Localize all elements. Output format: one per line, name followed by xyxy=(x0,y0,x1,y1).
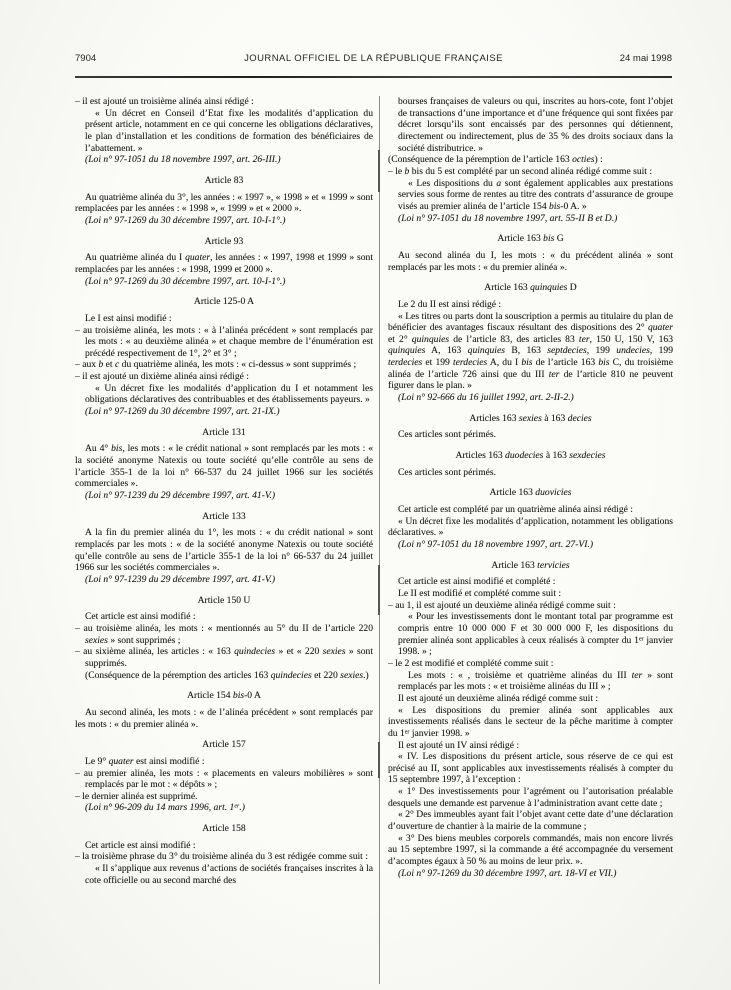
change-bar xyxy=(378,742,380,778)
amendment-item: – aux b et c du quatrième alinéa, les mots : « ci-dessus » sont supprimés ; xyxy=(75,359,357,371)
article-heading: Article 150 U xyxy=(197,594,251,606)
paragraph: Au quatrième alinéa du 3°, les années : « 1997 », « 1998 » et « 1999 » sont remplacées par les années : « 1998 », « 1999 » et « 2000 ». xyxy=(75,191,373,215)
paragraph: Au second alinéa du I, les mots : « du précédent alinéa » sont remplacés par les mots : « du premier alinéa ». xyxy=(388,249,673,273)
paragraph-continuation: bourses françaises de valeurs ou qui, inscrites au hors-cote, font l’objet de transactions d’une importance et d’une fréquence qui sont fixées par décret lorsqu’ils sont encaissés par des personnes qui détiennent, directement ou indirectement, plus de 35 % des droits sociaux dans la société distributrice. » xyxy=(398,96,673,154)
quoted-provision: « Un décret en Conseil d’Etat fixe les modalités d’application du présent article, notamment en ce qui concerne les obligations déclaratives, le plan d’installation et les conditions de formation des bénéficiaires de l’abattement. » xyxy=(85,107,373,154)
paragraph: Au 4° bis, les mots : « le crédit national » sont remplacés par les mots : « la société anonyme Natexis ou toute société qu’elle contrôle au sens de l’article 355-1 de la loi n° 66-537 du 24 juillet 1966 sur les sociétés commerciales ». xyxy=(75,443,373,490)
law-reference: (Loi n° 97-1269 du 30 décembre 1997, art. 21-IX.) xyxy=(85,406,280,418)
paragraph: Le II est modifié et complété comme suit : xyxy=(398,587,562,599)
law-reference: (Loi n° 97-1051 du 18 novembre 1997, art. 26-III.) xyxy=(85,154,281,166)
amendment-item: – la troisième phrase du 3° du troisième alinéa du 3 est rédigée comme suit : xyxy=(75,851,368,863)
paragraph: Le 9° quater est ainsi modifié : xyxy=(85,755,205,767)
paragraph: « 1° Des investissements pour l’agrément ou l’autorisation préalable desquels une demande est parvenue à l’administration avant cette date ; xyxy=(388,786,673,809)
article-heading: Article 163 duovicies xyxy=(489,487,572,499)
quoted-provision: Les mots : « , troisième et quatrième alinéas du III ter » sont remplacés par les mots : « et troisième alinéas du III » ; xyxy=(398,669,673,693)
quoted-provision: « Un décret fixe les modalités d’application du I et notamment les obligations déclaratives des contribuables et des établissements payeurs. » xyxy=(85,382,373,406)
law-reference: (Loi n° 92-666 du 16 juillet 1992, art. 2-II-2.) xyxy=(398,392,574,404)
page-header xyxy=(75,53,672,66)
amendment-item: – il est ajouté un dixième alinéa ainsi rédigé : xyxy=(75,371,249,383)
page-number: 7904 xyxy=(75,53,97,64)
paragraph: Le 2 du II est ainsi rédigé : xyxy=(398,298,502,310)
paragraph: Ces articles sont périmés. xyxy=(398,429,497,441)
paragraph: Ces articles sont périmés. xyxy=(398,466,497,478)
article-heading: Article 131 xyxy=(202,426,246,438)
paragraph: Le I est ainsi modifié : xyxy=(85,312,172,324)
left-column xyxy=(75,96,373,988)
paragraph: « Un décret fixe les modalités d’application, notamment les obligations déclaratives. » xyxy=(388,515,673,539)
paragraph: « Les titres ou parts dont la souscription a permis au titulaire du plan de bénéficier des avantages fiscaux résultant des dispositions des 2° quater et 2° quinquies de l’article 83, des articles 83 ter, 150 U, 150 V, 163 quinquies A, 163 quinquies B, 163 septdecies, 199 undecies, 199 terdecies et 199 terdecies A, du I bis de l’article 163 bis C, du troisième alinéa de l’article 726 ainsi que du III ter de l’article 810 ne peuvent figurer dans le plan. » xyxy=(388,310,673,392)
article-heading: Article 158 xyxy=(202,823,246,835)
right-column xyxy=(388,96,673,988)
law-reference: (Loi n° 97-1239 du 29 décembre 1997, art. 41-V.) xyxy=(85,573,276,585)
paragraph: Cet article est ainsi modifié : xyxy=(85,839,196,851)
amendment-item: – au troisième alinéa, les mots : « mentionnés au 5° du II de l’article 220 sexies » sont supprimés ; xyxy=(75,622,373,646)
amendment-item: – le dernier alinéa est supprimé. xyxy=(75,790,198,802)
article-heading: Article 163 quinquies D xyxy=(484,282,577,294)
paragraph: Au second alinéa, les mots : « de l’alinéa précédent » sont remplacés par les mots : « du premier alinéa ». xyxy=(75,706,373,730)
amendment-item: – il est ajouté un troisième alinéa ainsi rédigé : xyxy=(75,96,254,107)
paragraph: Il est ajouté un IV ainsi rédigé : xyxy=(398,739,520,751)
amendment-item: – au premier alinéa, les mots : « placements en valeurs mobilières » sont remplacés par le mot : « dépôts » ; xyxy=(75,767,373,791)
paragraph: (Conséquence de la péremption des articles 163 quindecies et 220 sexies.) xyxy=(85,669,369,681)
paragraph: « 2° Des immeubles ayant fait l’objet avant cette date d’une déclaration d’ouverture de chantier à la mairie de la commune ; xyxy=(388,809,673,833)
paragraph: Il est ajouté un deuxième alinéa rédigé comme suit : xyxy=(398,692,599,704)
paragraph: « 3° Des biens meubles corporels commandés, mais non encore livrés au 15 septembre 1997, si la commande a été accompagnée du versement d’acomptes égaux à 50 % au moins de leur prix. ». xyxy=(388,832,673,868)
article-heading: Articles 163 duodecies à 163 sexdecies xyxy=(455,450,606,462)
article-heading: Article 133 xyxy=(202,510,246,522)
journal-title: JOURNAL OFFICIEL DE LA RÉPUBLIQUE FRANÇAISE xyxy=(244,53,503,64)
law-reference: (Loi n° 97-1051 du 18 novembre 1997, art. 55-II B et D.) xyxy=(398,212,618,224)
change-bar xyxy=(378,150,380,192)
amendment-item: – au sixième alinéa, les articles : « 163 quindecies » et « 220 sexies » sont supprimés. xyxy=(75,646,373,669)
article-heading: Article 125-0 A xyxy=(193,296,255,308)
article-heading: Article 83 xyxy=(204,174,244,186)
article-heading: Article 163 bis G xyxy=(497,233,564,245)
paragraph: (Conséquence de la péremption de l’article 163 octies) : xyxy=(388,154,603,166)
quoted-provision: « Pour les investissements dont le montant total par programme est compris entre 10 000 000 F et 30 000 000 F, les dispositions du premier alinéa sont applicables à ceux réalisés à compter du 1er janvier 1998. » ; xyxy=(398,611,673,658)
law-reference: (Loi n° 97-1269 du 30 décembre 1997, art. 10-I-1°.) xyxy=(85,214,286,226)
paragraph: Cet article est ainsi modifié et complété : xyxy=(398,576,556,588)
quoted-provision: « Les dispositions du a sont également applicables aux prestations servies sous forme de rentes au titre des contrats d’assurance de groupe visés au premier alinéa de l’article 154 bis-0 A. » xyxy=(398,177,673,212)
paragraph: Cet article est ainsi modifié : xyxy=(85,611,196,623)
article-heading: Article 154 bis-0 A xyxy=(187,690,261,702)
amendment-item: – au 1, il est ajouté un deuxième alinéa rédigé comme suit : xyxy=(388,599,616,611)
amendment-item: – le 2 est modifié et complété comme suit : xyxy=(388,657,554,669)
paragraph: « Les dispositions du premier alinéa sont applicables aux investissements réalisés dans le secteur de la pêche maritime à compter du 1er janvier 1998. » xyxy=(388,704,673,739)
paragraph: « IV. Les dispositions du présent article, sous réserve de ce qui est précisé au II, sont applicables aux investissements réalisés à compter du 15 septembre 1997, à l’exception : xyxy=(388,751,673,786)
header-rule xyxy=(75,76,672,78)
law-reference: (Loi n° 97-1269 du 30 décembre 1997, art. 18-VI et VII.) xyxy=(398,867,617,879)
change-bar xyxy=(378,565,380,615)
law-reference: (Loi n° 97-1051 du 18 novembre 1997, art. 27-VI.) xyxy=(398,539,594,550)
amendment-item: – le b bis du 5 est complété par un second alinéa rédigé comme suit : xyxy=(388,165,653,177)
issue-date: 24 mai 1998 xyxy=(619,53,672,64)
article-heading: Articles 163 sexies à 163 decies xyxy=(469,412,592,424)
quoted-provision: « Il s’applique aux revenus d’actions de sociétés françaises inscrites à la cote officielle ou au second marché des xyxy=(85,863,373,886)
law-reference: (Loi n° 97-1239 du 29 décembre 1997, art. 41-V.) xyxy=(85,490,276,502)
law-reference: (Loi n° 97-1269 du 30 décembre 1997, art. 10-I-1°.) xyxy=(85,275,286,287)
column-divider xyxy=(379,96,380,984)
paragraph: A la fin du premier alinéa du 1°, les mots : « du crédit national » sont remplacés par les mots : « de la société anonyme Natexis ou toute société qu’elle contrôle au sens de l’article 355-1 de la loi n° 66-537 du 24 juillet 1966 sur les sociétés commerciales ». xyxy=(75,527,373,574)
law-reference: (Loi n° 96-209 du 14 mars 1996, art. 1er.) xyxy=(85,802,245,814)
paragraph: Au quatrième alinéa du I quater, les années : « 1997, 1998 et 1999 » sont remplacées par les années : « 1998, 1999 et 2000 ». xyxy=(75,252,373,275)
article-heading: Article 157 xyxy=(202,739,246,751)
paragraph: Cet article est complété par un quatrième alinéa ainsi rédigé : xyxy=(398,504,633,516)
article-heading: Article 93 xyxy=(204,235,244,247)
article-heading: Article 163 tervicies xyxy=(491,559,570,571)
amendment-item: – au troisième alinéa, les mots : « à l’alinéa précédent » sont remplacés par les mots : « au deuxième alinéa » et chaque membre de l’énumération est précédé respectivement de 1°, 2° et 3° ; xyxy=(75,324,373,359)
